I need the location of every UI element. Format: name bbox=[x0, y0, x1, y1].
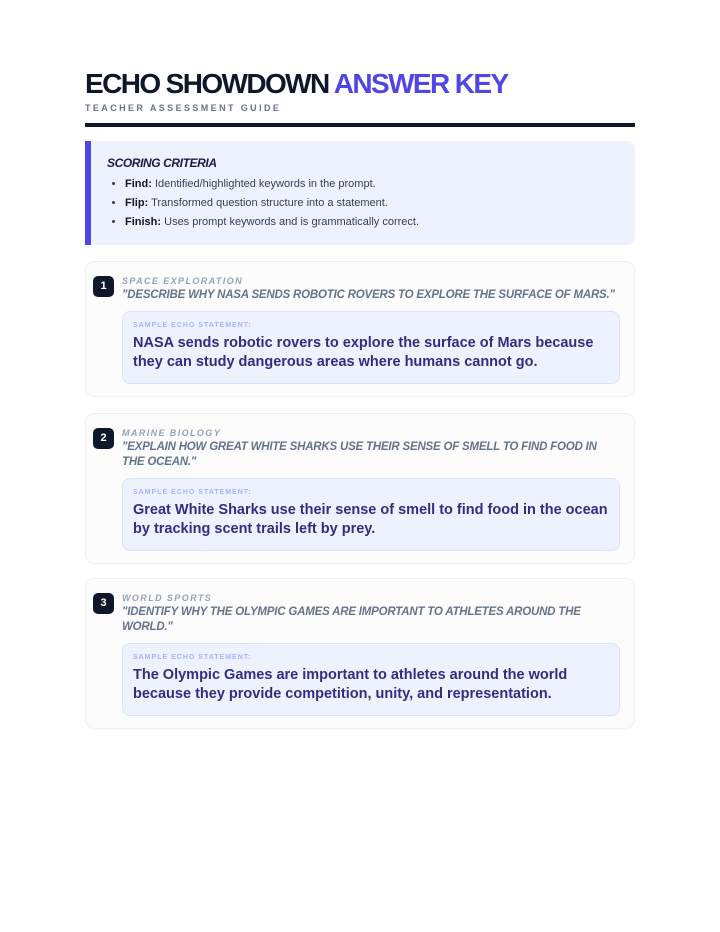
sample-answer-text: The Olympic Games are important to athletes around the world because they provide competition, unity, and representation. bbox=[133, 667, 568, 702]
question-body bbox=[122, 275, 620, 384]
question-prompt: "DESCRIBE WHY NASA SENDS ROBOTIC ROVERS TO EXPLORE THE SURFACE OF MARS." bbox=[122, 289, 615, 301]
question-category: WORLD SPORTS bbox=[122, 593, 213, 603]
criteria-term: Find: bbox=[125, 178, 152, 190]
question-category: MARINE BIOLOGY bbox=[122, 428, 222, 438]
header-divider bbox=[85, 123, 635, 127]
criteria-term: Flip: bbox=[125, 197, 149, 209]
question-card bbox=[85, 413, 635, 564]
criteria-text: Transformed question structure into a statement. bbox=[151, 197, 388, 209]
criteria-text: Identified/highlighted keywords in the prompt. bbox=[154, 178, 376, 190]
criteria-item-finish bbox=[125, 213, 619, 232]
title-accent: ANSWER KEY bbox=[333, 68, 508, 99]
sample-answer-box bbox=[122, 478, 620, 551]
title-main: ECHO SHOWDOWN bbox=[85, 68, 329, 99]
sample-answer-box bbox=[122, 643, 620, 716]
sample-answer-text: NASA sends robotic rovers to explore the surface of Mars because they can study dangerous areas where humans cannot go. bbox=[133, 335, 594, 370]
question-prompt: "IDENTIFY WHY THE OLYMPIC GAMES ARE IMPORTANT TO ATHLETES AROUND THE WORLD." bbox=[122, 606, 581, 633]
question-category: SPACE EXPLORATION bbox=[122, 276, 243, 286]
answer-key-page bbox=[85, 68, 635, 702]
criteria-item-find bbox=[125, 175, 619, 194]
sample-answer-box bbox=[122, 311, 620, 384]
question-number-badge: 2 bbox=[93, 428, 114, 449]
page-subtitle: TEACHER ASSESSMENT GUIDE bbox=[85, 103, 282, 113]
sample-answer-text: Great White Sharks use their sense of smell to find food in the ocean by tracking scent trails left by prey. bbox=[133, 502, 608, 537]
scoring-criteria-title: SCORING CRITERIA bbox=[107, 156, 217, 170]
question-number-badge: 1 bbox=[93, 276, 114, 297]
scoring-criteria-panel bbox=[85, 141, 635, 245]
question-card bbox=[85, 261, 635, 397]
question-body bbox=[122, 592, 620, 716]
sample-answer-label: SAMPLE ECHO STATEMENT: bbox=[133, 489, 252, 496]
sample-answer-label: SAMPLE ECHO STATEMENT: bbox=[133, 654, 252, 661]
criteria-list bbox=[107, 175, 619, 232]
sample-answer-label: SAMPLE ECHO STATEMENT: bbox=[133, 322, 252, 329]
question-prompt: "EXPLAIN HOW GREAT WHITE SHARKS USE THEIR SENSE OF SMELL TO FIND FOOD IN THE OCEAN." bbox=[122, 441, 597, 468]
criteria-text: Uses prompt keywords and is grammatically correct. bbox=[164, 216, 420, 228]
question-card bbox=[85, 578, 635, 729]
page-title bbox=[85, 68, 635, 100]
question-body bbox=[122, 427, 620, 551]
criteria-item-flip bbox=[125, 194, 619, 213]
question-number-badge: 3 bbox=[93, 593, 114, 614]
criteria-term: Finish: bbox=[125, 216, 162, 228]
